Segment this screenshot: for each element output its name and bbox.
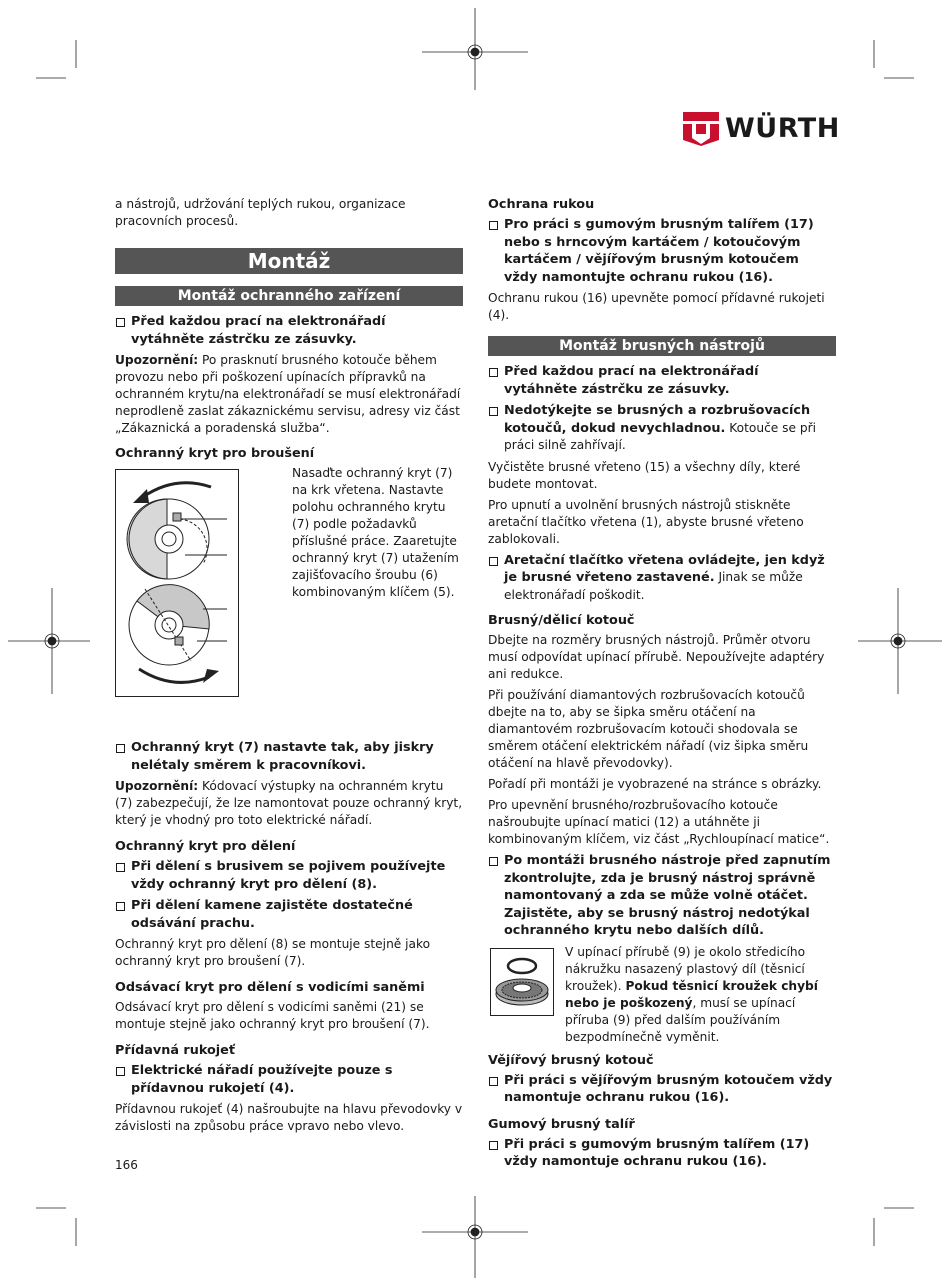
heading-disc: Brusný/dělicí kotouč bbox=[488, 613, 635, 628]
warning-dust: Při dělení kamene zajistěte dostatečné odsávání prachu. bbox=[115, 897, 463, 932]
grinding-guard-block bbox=[115, 465, 463, 717]
disc-text-3: Pořadí při montáži je vyobrazené na stránce s obrázky. bbox=[488, 777, 822, 791]
heading-hand-guard: Ochrana rukou bbox=[488, 197, 595, 212]
hot-discs-bold: Nedotýkejte se brusných a rozbrušovacích kotoučů, dokud nevychladnou. bbox=[504, 403, 811, 436]
spindle-lock-rest: Jinak se může elektronářadí poškodit. bbox=[504, 570, 803, 602]
spindle-lock-text: Pro upnutí a uvolnění brusných nástrojů stiskněte aretační tlačítko vřetena (1), abyste brusné vřeteno zablokovali. bbox=[488, 497, 804, 546]
wurth-logo bbox=[683, 112, 843, 146]
subsection-title-protective: Montáž ochranného zařízení bbox=[115, 286, 463, 306]
warning-hand-guard: Pro práci s gumovým brusným talířem (17) nebo s hrncovým kartáčem / kotoučovým kartáčem / vějířovým brusným kotoučem vždy namontujte ochranu rukou (16). bbox=[488, 216, 836, 286]
warning-hot-discs bbox=[488, 402, 836, 455]
flange-text bbox=[565, 944, 837, 1046]
note-label-2: Upozornění: bbox=[115, 779, 199, 793]
aux-handle-text: Přídavnou rukojeť (4) našroubujte na hlavu převodovky v závislosti na způsobu práce vpravo nebo vlevo. bbox=[115, 1102, 463, 1133]
warning-unplug: Před každou prací na elektronářadí vytáhněte zástrčku ze zásuvky. bbox=[115, 313, 463, 348]
section-title-montaz: Montáž bbox=[115, 248, 463, 274]
note-label: Upozornění: bbox=[115, 353, 199, 367]
warning-unplug-2: Před každou prací na elektronářadí vytáhněte zástrčku ze zásuvky. bbox=[488, 363, 836, 398]
heading-grinding-guard: Ochranný kryt pro broušení bbox=[115, 446, 315, 461]
cutting-guard-text: Ochranný kryt pro dělení (8) se montuje stejně jako ochranný kryt pro broušení (7). bbox=[115, 937, 431, 968]
heading-cutting-guard: Ochranný kryt pro dělení bbox=[115, 839, 296, 854]
heading-rubber-pad: Gumový brusný talíř bbox=[488, 1116, 635, 1132]
flange-text-b: Pokud těsnicí kroužek chybí nebo je poškozený bbox=[565, 978, 818, 1010]
warning-spindle-lock bbox=[488, 552, 836, 605]
warning-cutting-guard: Při dělení s brusivem se pojivem používejte vždy ochranný kryt pro dělení (8). bbox=[115, 858, 463, 893]
subsection-title-tools: Montáž brusných nástrojů bbox=[488, 336, 836, 356]
page-number: 166 bbox=[115, 1158, 138, 1172]
wurth-logo-mark-icon bbox=[683, 112, 719, 146]
heading-fan-disc: Vějířový brusný kotouč bbox=[488, 1052, 654, 1068]
warning-rubber-pad: Při práci s gumovým brusným talířem (17) vždy namontuje ochranu rukou (16). bbox=[488, 1136, 836, 1171]
clean-spindle-text: Vyčistěte brusné vřeteno (15) a všechny díly, které budete montovat. bbox=[488, 459, 801, 491]
hand-guard-text: Ochranu rukou (16) upevněte pomocí přídavné rukojeti (4). bbox=[488, 291, 825, 322]
left-column bbox=[115, 196, 463, 1139]
note-text: Po prasknutí brusného kotouče během provozu nebo při poškození upínacích přípravků na ochranném krytu/na elektronářadí se musí elektronářadí neprodleně zaslat zákaznickému servisu, adresy viz část „Zákaznická a poradenská služba“. bbox=[115, 353, 461, 435]
warning-fan-disc: Při práci s vějířovým brusným kotoučem vždy namontuje ochranu rukou (16). bbox=[488, 1072, 836, 1107]
heading-aux-handle: Přídavná rukojeť bbox=[115, 1043, 235, 1058]
disc-text-1: Dbejte na rozměry brusných nástrojů. Průměr otvoru musí odpovídat upínací přírubě. Nepoužívejte adaptéry ani redukce. bbox=[488, 633, 825, 681]
warning-aux-handle: Elektrické nářadí používejte pouze s přídavnou rukojetí (4). bbox=[115, 1062, 463, 1097]
guard-figure bbox=[115, 469, 239, 697]
note-coding bbox=[115, 778, 463, 829]
flange-block bbox=[488, 944, 836, 1048]
flange-text-c: , musí se upínací příruba (9) před dalším používáním bezpodmínečně vyměnit. bbox=[565, 995, 796, 1044]
hot-discs-rest: Kotouče se při práci silně zahřívají. bbox=[504, 420, 817, 452]
suction-guard-text: Odsávací kryt pro dělení s vodicími saněmi (21) se montuje stejně jako ochranný kryt pro broušení (7). bbox=[115, 1000, 430, 1031]
note-broken-disc bbox=[115, 352, 463, 437]
note-text-2: Kódovací výstupky na ochranném krytu (7) zabezpečují, že lze namontovat pouze ochranný kryt, který je vhodný pro toto elektrické nářadí. bbox=[115, 779, 463, 827]
disc-text-2: Při používání diamantových rozbrušovacích kotoučů dbejte na to, aby se šipka směru otáčení na diamantovém rozbrušovacím kotouči shodovala se směrem otáčení elektrickém nářadí (viz šipka směru otáčení na hlavě převodovky). bbox=[488, 688, 809, 770]
intro-text: a nástrojů, udržování teplých rukou, organizace pracovních procesů. bbox=[115, 197, 406, 228]
wurth-logo-text: WÜRTH bbox=[725, 113, 840, 144]
heading-suction-guard: Odsávací kryt pro dělení s vodicími saněmi bbox=[115, 980, 425, 995]
spindle-lock-bold: Aretační tlačítko vřetena ovládejte, jen když je brusné vřeteno zastavené. bbox=[504, 552, 825, 585]
warning-sparks: Ochranný kryt (7) nastavte tak, aby jiskry nelétaly směrem k pracovníkovi. bbox=[115, 739, 463, 774]
flange-figure bbox=[490, 948, 554, 1016]
grinding-guard-text: Nasaďte ochranný kryt (7) na krk vřetena. Nastavte polohu ochranného krytu (7) podle požadavků příslušné práce. Zaaretujte ochranný kryt (7) utažením zajišťovacího šroubu (6) kombinovaným klíčem (5). bbox=[292, 466, 459, 599]
disc-text-4: Pro upevnění brusného/rozbrušovacího kotouče našroubujte upínací matici (12) a utáhněte ji kombinovaným klíčem, viz část „Rychloupínací matice“. bbox=[488, 798, 830, 846]
warning-check-mount: Po montáži brusného nástroje před zapnutím zkontrolujte, zda je brusný nástroj správně namontovaný a zda se může volně otáčet. Zajistěte, aby se brusný nástroj nedotýkal ochranného krytu nebo dalších dílů. bbox=[488, 852, 836, 940]
right-column bbox=[488, 196, 836, 1175]
flange-text-a: V upínací přírubě (9) je okolo středicího nákružku nasazený plastový díl (těsnicí kroužek). bbox=[565, 944, 806, 993]
